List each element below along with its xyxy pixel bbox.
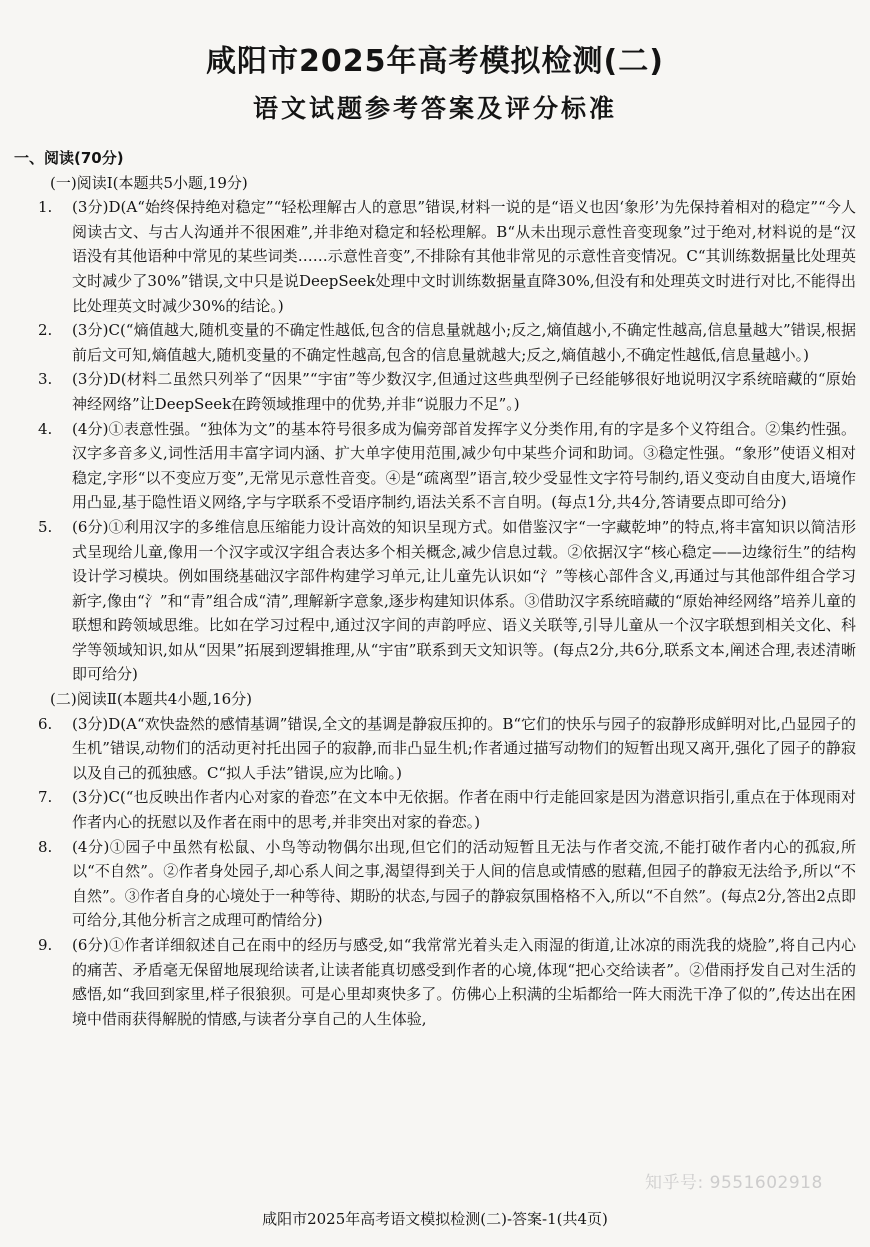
item-number: 6.: [38, 714, 53, 733]
answer-item: [14, 835, 856, 933]
item-text: (6分)①作者详细叙述自己在雨中的经历与感受,如“我常常光着头走入雨湿的街道,让冰凉的雨洗我的烧脸”,将自己内心的痛苦、矛盾毫无保留地展现给读者,让读者能真切感受到作者的心境,体现“把心交给读者”。②借雨抒发自己对生活的感悟,如“我回到家里,样子很狼狈。可是心里却爽快多了。仿佛心上积满的尘垢都给一阵大雨洗干净了似的”,传达出在困境中借雨获得解脱的情感,与读者分享自己的人生体验,: [72, 936, 856, 1028]
item-number: 5.: [38, 517, 53, 536]
answer-item: [14, 417, 856, 515]
part-heading: (一)阅读Ⅰ(本题共5小题,19分): [50, 173, 248, 192]
answer-content: [14, 146, 856, 1031]
item-number: 3.: [38, 370, 53, 389]
answer-item: [14, 933, 856, 1031]
item-number: 9.: [38, 936, 53, 954]
page-subtitle: 语文试题参考答案及评分标准: [252, 94, 617, 123]
item-number: 7.: [38, 788, 53, 807]
item-text: (4分)①表意性强。“独体为文”的基本符号很多成为偏旁部首发挥字义分类作用,有的字是多个义符组合。②集约性强。汉字多音多义,词性活用丰富字词内涵、扩大单字使用范围,减少句中某些介词和助词。③稳定性强。“象形”使语义相对稳定,字形“以不变应万变”,无常见示意性音变。④是“疏离型”语言,较少受显性文字符号制约,语义变动自由度大,语境作用凸显,基于隐性语义网络,字与字联系不受语序制约,语法关系不言自明。(每点1分,共4分,答请要点即可给分): [72, 419, 856, 512]
item-text: (6分)①利用汉字的多维信息压缩能力设计高效的知识呈现方式。如借鉴汉字“一字藏乾坤”的特点,将丰富知识以简洁形式呈现给儿童,像用一个汉字或汉字组合表达多个相关概念,减少信息过载。②依据汉字“核心稳定——边缘衍生”的结构设计学习模块。例如围绕基础汉字部件构建学习单元,让儿童先认识如“氵”等核心部件含义,再通过与其他部件组合学习新字,像由“氵”和“青”组合成“清”,理解新字意象,逐步构建知识体系。③借助汉字系统暗藏的“原始神经网络”培养儿童的联想和跨领域思维。比如在学习过程中,通过汉字间的声韵呼应、语义关联等,引导儿童从一个汉字联想到相关文化、科学等领域知识,如从“因果”拓展到逻辑推理,从“宇宙”联系到天文知识等。(每点2分,共6分,联系文本,阐述合理,表述清晰即可给分): [72, 517, 856, 684]
answer-item: [14, 367, 856, 416]
item-text: (4分)①园子中虽然有松鼠、小鸟等动物偶尔出现,但它们的活动短暂且无法与作者交流,不能打破作者内心的孤寂,所以“不自然”。②作者身处园子,却心系人间之事,渴望得到关于人间的信息或情感的慰藉,但园子的静寂无法给予,所以“不自然”。③作者自身的心境处于一种等待、期盼的状态,与园子的静寂氛围格格不入,所以“不自然”。(每点2分,答出2点即可给分,其他分析言之成理可酌情给分): [72, 837, 856, 930]
item-number: 2.: [38, 321, 53, 340]
item-number: 8.: [38, 837, 53, 856]
item-text: (3分)C(“熵值越大,随机变量的不确定性越低,包含的信息量就越小;反之,熵值越小,不确定性越高,信息量越大”错误,根据前后文可知,熵值越大,随机变量的不确定性越高,包含的信息量就越大;反之,熵值越小,不确定性越低,信息量越小。): [72, 321, 856, 364]
answer-item: [14, 318, 856, 367]
part-heading: (二)阅读Ⅱ(本题共4小题,16分): [50, 690, 253, 709]
answer-item: [14, 195, 856, 318]
item-text: (3分)D(A“欢快盎然的感情基调”错误,全文的基调是静寂压抑的。B“它们的快乐与园子的寂静形成鲜明对比,凸显园子的生机”错误,动物们的活动更衬托出园子的寂静,而非凸显生机;作者通过描写动物们的短暂出现又离开,强化了园子的静寂以及自己的孤独感。C“拟人手法”错误,应为比喻。): [72, 714, 856, 782]
item-text: (3分)C(“也反映出作者内心对家的眷恋”在文本中无依据。作者在雨中行走能回家是因为潜意识指引,重点在于体现雨对作者内心的抚慰以及作者在雨中的思考,并非突出对家的眷恋。): [72, 788, 856, 832]
answer-item: [14, 712, 856, 786]
item-text: (3分)D(A“始终保持绝对稳定”“轻松理解古人的意思”错误,材料一说的是“语义也因‘象形’为先保持着相对的稳定”“今人阅读古文、与古人沟通并不很困难”,并非绝对稳定和轻松理解。B“从未出现示意性音变现象”过于绝对,材料说的是“汉语没有其他语种中常见的某些词类……示意性音变”,不排除有其他非常见的示意性音变情况。C“其训练数据量比处理英文时减少了30%”错误,文中只是说DeepSeek处理中文时训练数据量直降30%,但没有和处理英文时进行对比,不能得出比处理英文时减少30%的结论。): [72, 198, 856, 315]
answer-item: [14, 515, 856, 687]
item-number: 1.: [38, 198, 53, 217]
page-footer: 咸阳市2025年高考语文模拟检测(二)-答案-1(共4页): [262, 1210, 608, 1228]
item-number: 4.: [38, 419, 53, 438]
answer-item: [14, 785, 856, 834]
page-title: 咸阳市2025年高考模拟检测(二): [206, 44, 664, 79]
item-text: (3分)D(材料二虽然只列举了“因果”“宇宙”等少数汉字,但通过这些典型例子已经能够很好地说明汉字系统暗藏的“原始神经网络”让DeepSeek在跨领域推理中的优势,并非“说服力不足”。): [72, 370, 856, 413]
section-heading: 一、阅读(70分): [14, 149, 124, 167]
watermark: 知乎号: 9551602918: [645, 1173, 823, 1193]
